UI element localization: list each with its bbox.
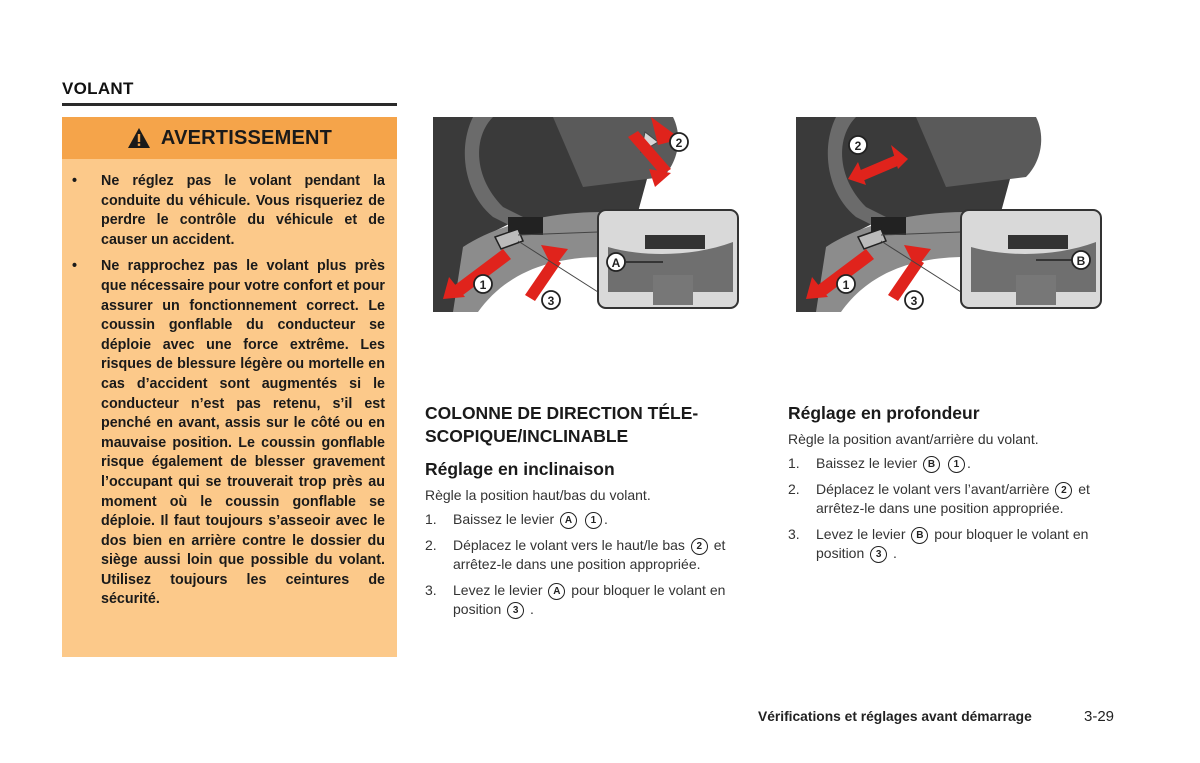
step-text: et arrêtez-le dans une position appropriée. bbox=[453, 536, 726, 572]
tilt-steps bbox=[425, 510, 765, 626]
section-rule bbox=[62, 103, 397, 106]
warning-header bbox=[62, 117, 397, 159]
column-heading-line2: SCOPIQUE/INCLINABLE bbox=[425, 426, 629, 446]
footer-chapter: Vérifications et réglages avant démarrage bbox=[758, 709, 1032, 724]
warning-item bbox=[70, 172, 385, 250]
step-2-marker: 2 bbox=[1055, 482, 1072, 499]
step-number: 3. bbox=[788, 525, 800, 542]
figure-tilt-adjustment bbox=[433, 117, 773, 312]
lever-a-marker: A bbox=[560, 512, 577, 529]
callout-2: 2 bbox=[675, 136, 683, 150]
tilt-step-3 bbox=[425, 581, 765, 620]
section-title: VOLANT bbox=[62, 79, 134, 98]
warning-list bbox=[70, 172, 385, 617]
step-text: pour bloquer le volant en position bbox=[453, 581, 726, 617]
lever-b-marker: B bbox=[911, 527, 928, 544]
column-heading-line1: COLONNE DE DIRECTION TÉLE- bbox=[425, 403, 699, 423]
depth-heading: Réglage en profondeur bbox=[788, 403, 980, 423]
lever-label-b: B bbox=[1076, 254, 1086, 268]
callout-2: 2 bbox=[854, 139, 862, 153]
warning-item-text: Ne réglez pas le volant pendant la conduite du véhicule. Vous risqueriez de perdre le contrôle du véhicule et de causer un accident. bbox=[101, 173, 385, 248]
step-1-marker: 1 bbox=[948, 456, 965, 473]
callout-3: 3 bbox=[910, 294, 918, 308]
step-text: . bbox=[966, 455, 971, 471]
tilt-heading: Réglage en inclinaison bbox=[425, 459, 615, 479]
step-text: Levez le levier bbox=[453, 581, 543, 598]
step-3-marker: 3 bbox=[870, 546, 887, 563]
warning-title: AVERTISSEMENT bbox=[160, 126, 333, 149]
step-1-marker: 1 bbox=[585, 512, 602, 529]
warning-item-text: Ne rapprochez pas le volant plus près que nécessaire pour votre confort et pour assurer un fonctionnement correct. Le coussin gonflable du conducteur se déploie avec une force extrême. Les risques de blessure légère ou mortelle en cas d’accident sont augmentés si le conducteur n’est pas retenu, s’il est penché en avant, assis sur le côté ou en mauvaise position. Le coussin gonflable risque également de blesser gravement l’occupant qui se trouverait trop près au moment où le coussin gonflable se déploie. Il faut toujours s’asseoir avec le dos bien en arrière contre le dossier du siège aussi loin que possible du volant. Utilisez toujours les ceintures de sécurité. bbox=[101, 258, 385, 608]
step-2-marker: 2 bbox=[691, 538, 708, 555]
lever-label-a: A bbox=[611, 256, 621, 270]
bullet-icon: • bbox=[72, 173, 78, 189]
tilt-step-1 bbox=[425, 510, 765, 530]
lever-a-marker: A bbox=[548, 583, 565, 600]
tilt-step-2 bbox=[425, 536, 765, 575]
depth-step-1 bbox=[788, 454, 1128, 474]
step-text: . bbox=[893, 545, 897, 561]
warning-triangle-icon bbox=[127, 127, 151, 149]
depth-steps bbox=[788, 454, 1128, 570]
warning-item bbox=[70, 257, 385, 610]
column-heading bbox=[425, 402, 745, 448]
step-number: 2. bbox=[788, 480, 800, 497]
bullet-icon: • bbox=[72, 258, 78, 275]
figure-depth-adjustment bbox=[796, 117, 1136, 312]
step-3-marker: 3 bbox=[507, 602, 524, 619]
depth-intro: Règle la position avant/arrière du volant. bbox=[788, 431, 1039, 447]
step-text: . bbox=[530, 601, 534, 617]
step-text: Baissez le levier bbox=[816, 455, 918, 471]
tilt-intro: Règle la position haut/bas du volant. bbox=[425, 487, 651, 503]
step-number: 2. bbox=[425, 536, 437, 553]
step-number: 1. bbox=[788, 455, 800, 471]
lever-b-marker: B bbox=[923, 456, 940, 473]
step-text: Levez le levier bbox=[816, 525, 906, 542]
callout-1: 1 bbox=[842, 278, 850, 292]
callout-3: 3 bbox=[547, 294, 555, 308]
warning-box bbox=[62, 117, 397, 657]
depth-step-3 bbox=[788, 525, 1128, 564]
step-number: 3. bbox=[425, 581, 437, 598]
page-number: 3-29 bbox=[1084, 708, 1115, 725]
callout-1: 1 bbox=[479, 278, 487, 292]
step-text: pour bloquer le volant en position bbox=[816, 525, 1089, 561]
step-number: 1. bbox=[425, 511, 437, 527]
step-text: Baissez le levier bbox=[453, 511, 555, 527]
step-text: Déplacez le volant vers l’avant/arrière bbox=[816, 480, 1050, 497]
depth-step-2 bbox=[788, 480, 1128, 519]
step-text: . bbox=[603, 511, 608, 527]
step-text: Déplacez le volant vers le haut/le bas bbox=[453, 536, 685, 553]
step-text: et arrêtez-le dans une position appropriée. bbox=[816, 480, 1090, 516]
